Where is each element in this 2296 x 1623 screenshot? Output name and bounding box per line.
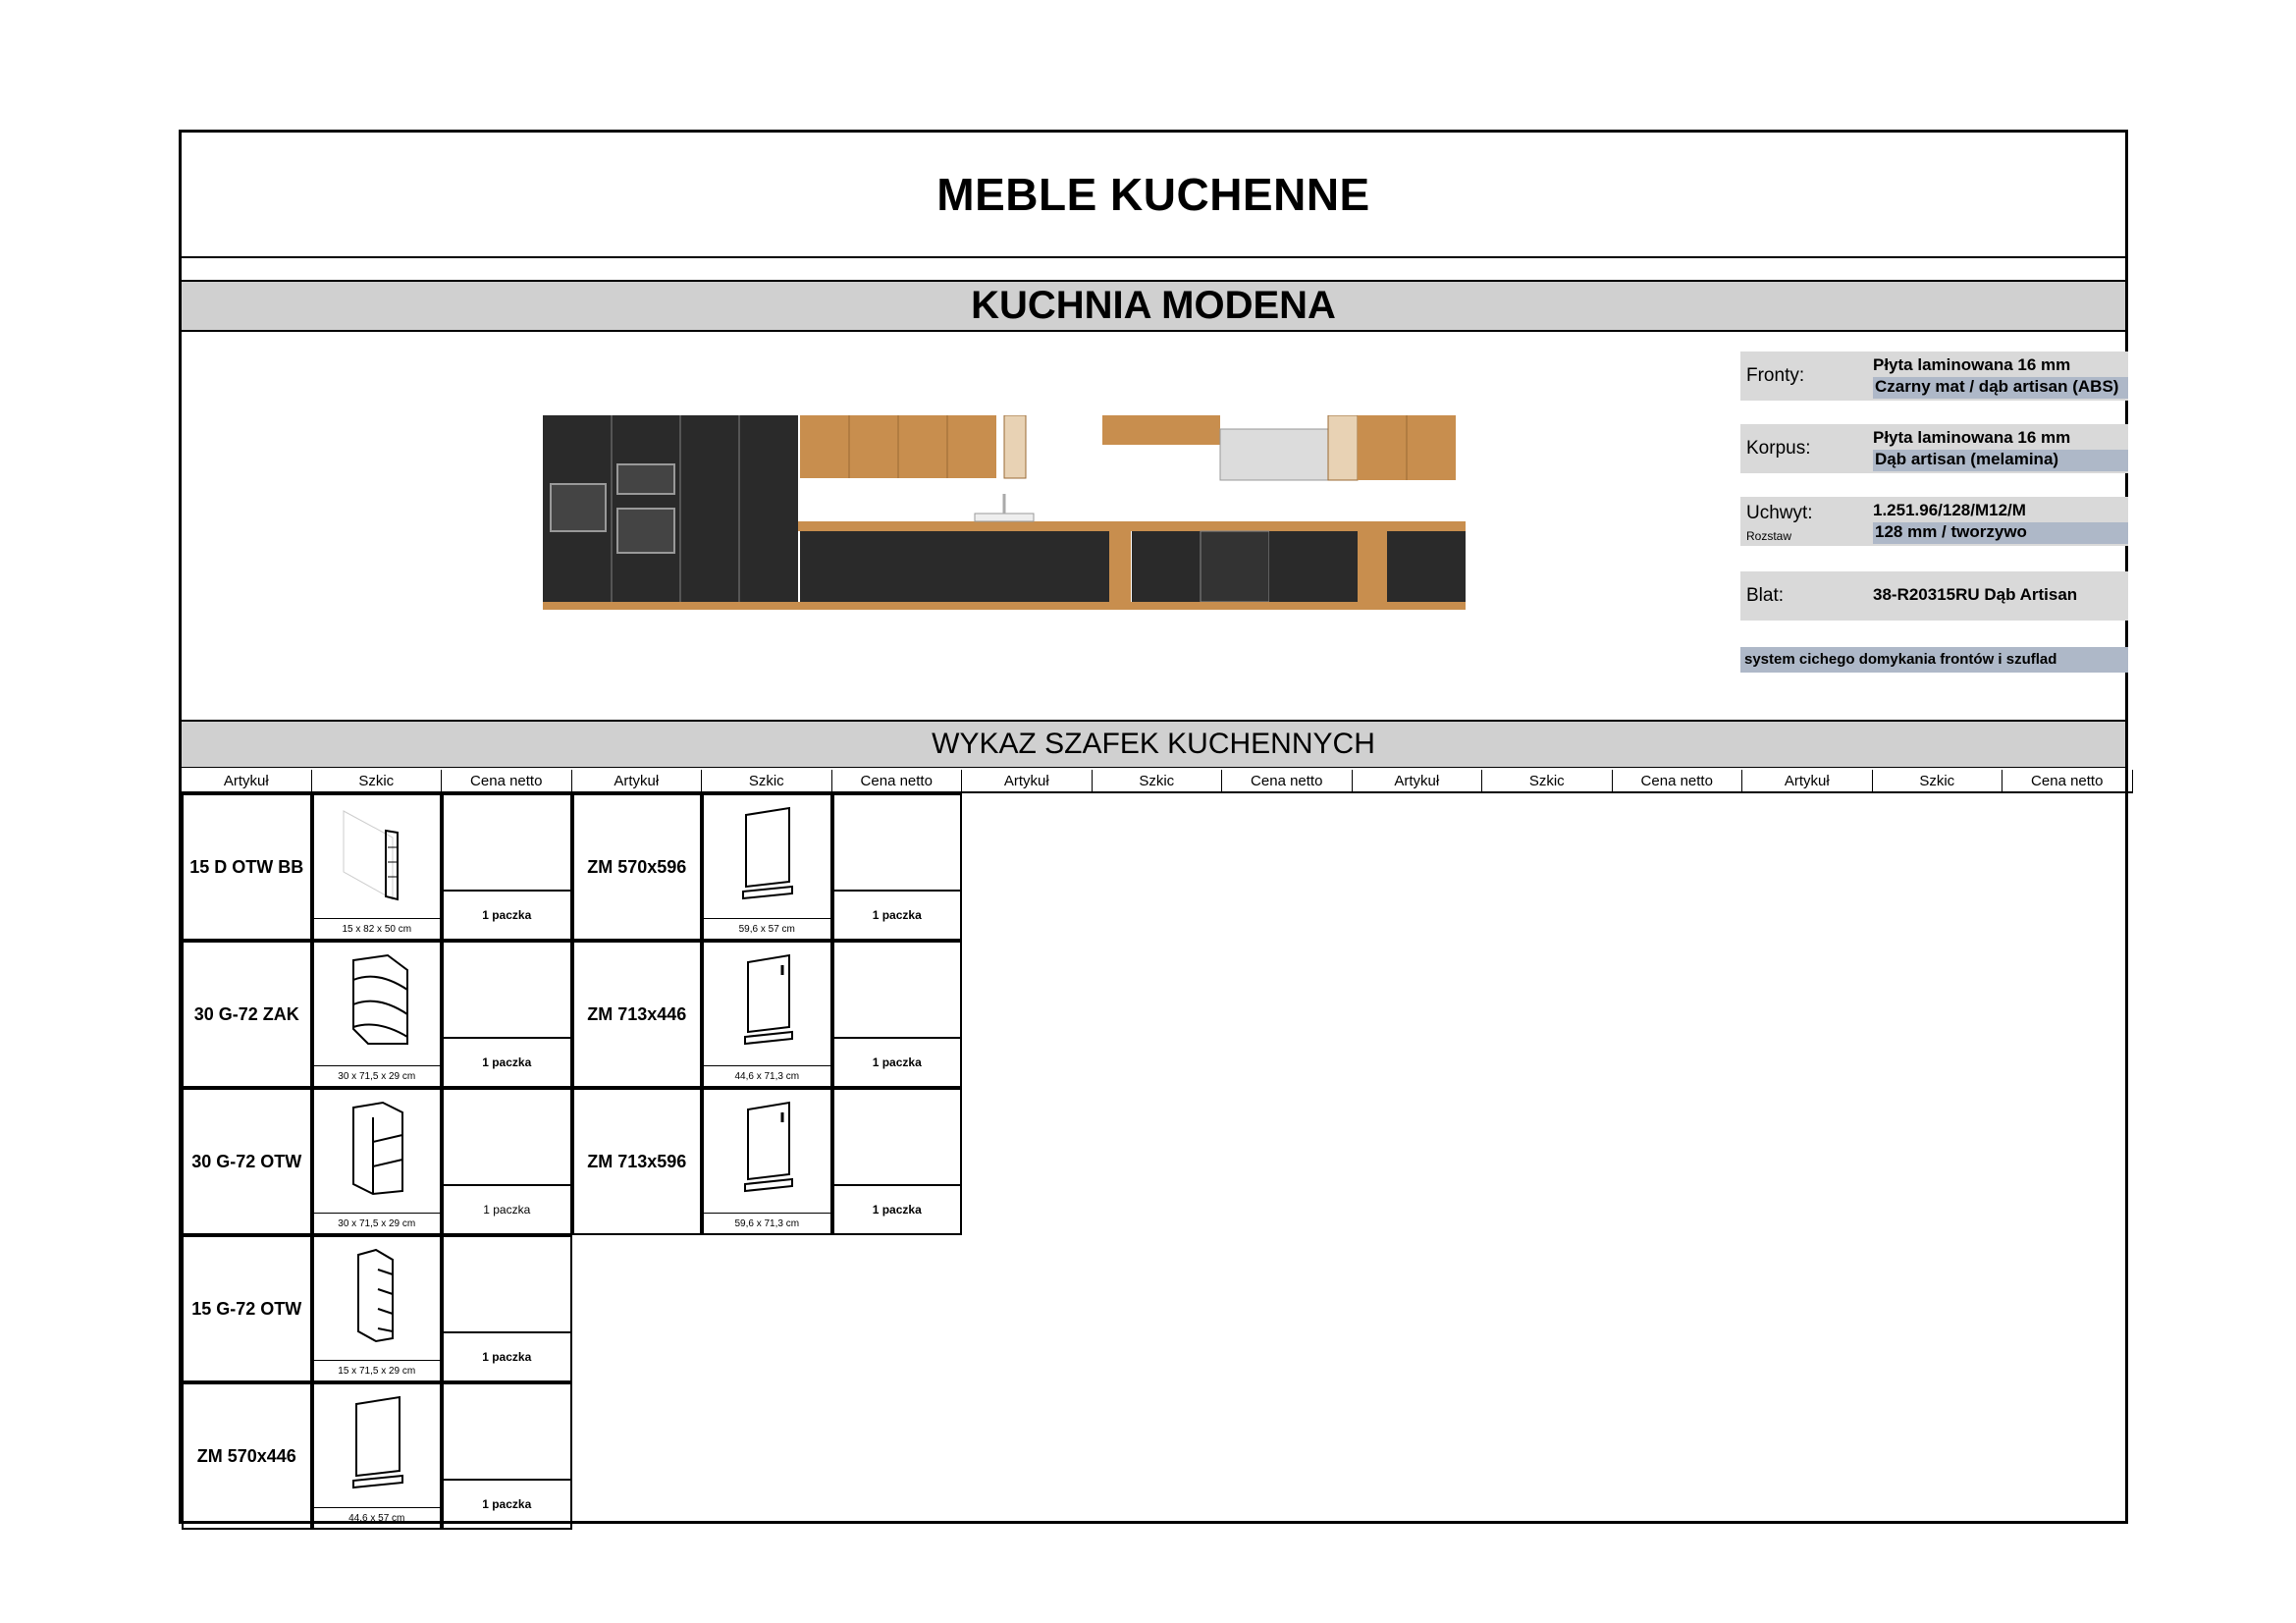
column-header: Szkic <box>1482 770 1613 793</box>
open-wall-shelf-icon <box>339 1098 417 1201</box>
column-header: Cena netto <box>2002 770 2133 793</box>
spec-value: Dąb artisan (melamina) <box>1873 450 2128 471</box>
net-price-cell <box>442 793 572 941</box>
front-panel-handle-icon <box>728 950 807 1054</box>
cabinet-sketch <box>702 941 832 1088</box>
package-count: 1 paczka <box>834 890 961 939</box>
spec-label: Uchwyt: <box>1746 503 1813 523</box>
cabinet-sketch <box>312 1088 443 1235</box>
cabinet-dimensions: 30 x 71,5 x 29 cm <box>314 1065 441 1086</box>
spec-label: Fronty: <box>1746 365 1805 386</box>
cabinet-dimensions: 15 x 71,5 x 29 cm <box>314 1360 441 1380</box>
column-header: Artykuł <box>182 770 312 793</box>
cabinet-sketch <box>312 941 443 1088</box>
article-code: 30 G-72 ZAK <box>182 941 312 1088</box>
document-title: MEBLE KUCHENNE <box>182 133 2125 258</box>
front-panel-handle-icon <box>728 1098 807 1201</box>
column-header: Szkic <box>312 770 443 793</box>
spec-label: Blat: <box>1746 585 1785 606</box>
soft-close-note: system cichego domykania frontów i szuflad <box>1740 647 2128 673</box>
net-price-cell <box>442 1088 572 1235</box>
kitchen-name: KUCHNIA MODENA <box>182 280 2125 332</box>
front-panel-icon <box>728 803 807 906</box>
corner-rounded-shelf-icon <box>339 950 417 1054</box>
spec-sublabel: Rozstaw <box>1746 529 1792 543</box>
spec-value: Płyta laminowana 16 mm <box>1873 428 2071 447</box>
spec-label: Korpus: <box>1746 438 1811 459</box>
net-price-cell <box>442 1382 572 1530</box>
cabinet-sketch <box>702 793 832 941</box>
cabinet-dimensions: 59,6 x 71,3 cm <box>704 1213 830 1233</box>
article-code: ZM 713x596 <box>572 1088 703 1235</box>
spec-body <box>1740 424 2128 473</box>
article-code: 15 G-72 OTW <box>182 1235 312 1382</box>
front-panel-icon <box>339 1392 417 1495</box>
spec-handle <box>1740 497 2128 546</box>
column-header: Szkic <box>1093 770 1223 793</box>
cabinet-dimensions: 44,6 x 57 cm <box>314 1507 441 1528</box>
net-price-cell <box>442 1235 572 1382</box>
cabinet-sketch <box>702 1088 832 1235</box>
cabinet-dimensions: 15 x 82 x 50 cm <box>314 918 441 939</box>
column-header: Artykuł <box>962 770 1093 793</box>
net-price-cell <box>832 793 963 941</box>
spec-value: 128 mm / tworzywo <box>1873 522 2128 544</box>
cabinet-sketch <box>312 1235 443 1382</box>
column-header: Artykuł <box>1742 770 1873 793</box>
cabinet-dimensions: 44,6 x 71,3 cm <box>704 1065 830 1086</box>
spec-value: Płyta laminowana 16 mm <box>1873 355 2071 374</box>
package-count: 1 paczka <box>444 1184 570 1233</box>
kitchen-render-image <box>543 415 1466 612</box>
column-header: Cena netto <box>1613 770 1743 793</box>
spec-value: 38-R20315RU Dąb Artisan <box>1873 585 2078 604</box>
package-count: 1 paczka <box>444 890 570 939</box>
article-code: 30 G-72 OTW <box>182 1088 312 1235</box>
cabinet-sketch <box>312 1382 443 1530</box>
column-header: Artykuł <box>572 770 703 793</box>
column-header: Artykuł <box>1353 770 1483 793</box>
package-count: 1 paczka <box>444 1037 570 1086</box>
article-code: ZM 570x596 <box>572 793 703 941</box>
article-code: ZM 713x446 <box>572 941 703 1088</box>
spec-value: 1.251.96/128/M12/M <box>1873 501 2026 519</box>
article-code: 15 D OTW BB <box>182 793 312 941</box>
narrow-wall-shelf-icon <box>339 1245 417 1348</box>
package-count: 1 paczka <box>834 1037 961 1086</box>
cabinet-dimensions: 30 x 71,5 x 29 cm <box>314 1213 441 1233</box>
article-code: ZM 570x446 <box>182 1382 312 1530</box>
spec-fronts <box>1740 352 2128 401</box>
spec-value: Czarny mat / dąb artisan (ABS) <box>1873 377 2128 399</box>
package-count: 1 paczka <box>444 1479 570 1528</box>
net-price-cell <box>832 1088 963 1235</box>
net-price-cell <box>832 941 963 1088</box>
column-header: Cena netto <box>832 770 963 793</box>
cabinet-sketch <box>312 793 443 941</box>
column-header: Szkic <box>1873 770 2003 793</box>
cabinet-dimensions: 59,6 x 57 cm <box>704 918 830 939</box>
net-price-cell <box>442 941 572 1088</box>
cabinet-list-heading: WYKAZ SZAFEK KUCHENNYCH <box>182 720 2125 768</box>
package-count: 1 paczka <box>834 1184 961 1233</box>
document-frame <box>179 130 2128 1524</box>
column-header: Cena netto <box>442 770 572 793</box>
column-header: Cena netto <box>1222 770 1353 793</box>
narrow-base-shelf-icon <box>339 803 417 906</box>
spec-worktop <box>1740 571 2128 621</box>
package-count: 1 paczka <box>444 1331 570 1380</box>
column-header: Szkic <box>702 770 832 793</box>
